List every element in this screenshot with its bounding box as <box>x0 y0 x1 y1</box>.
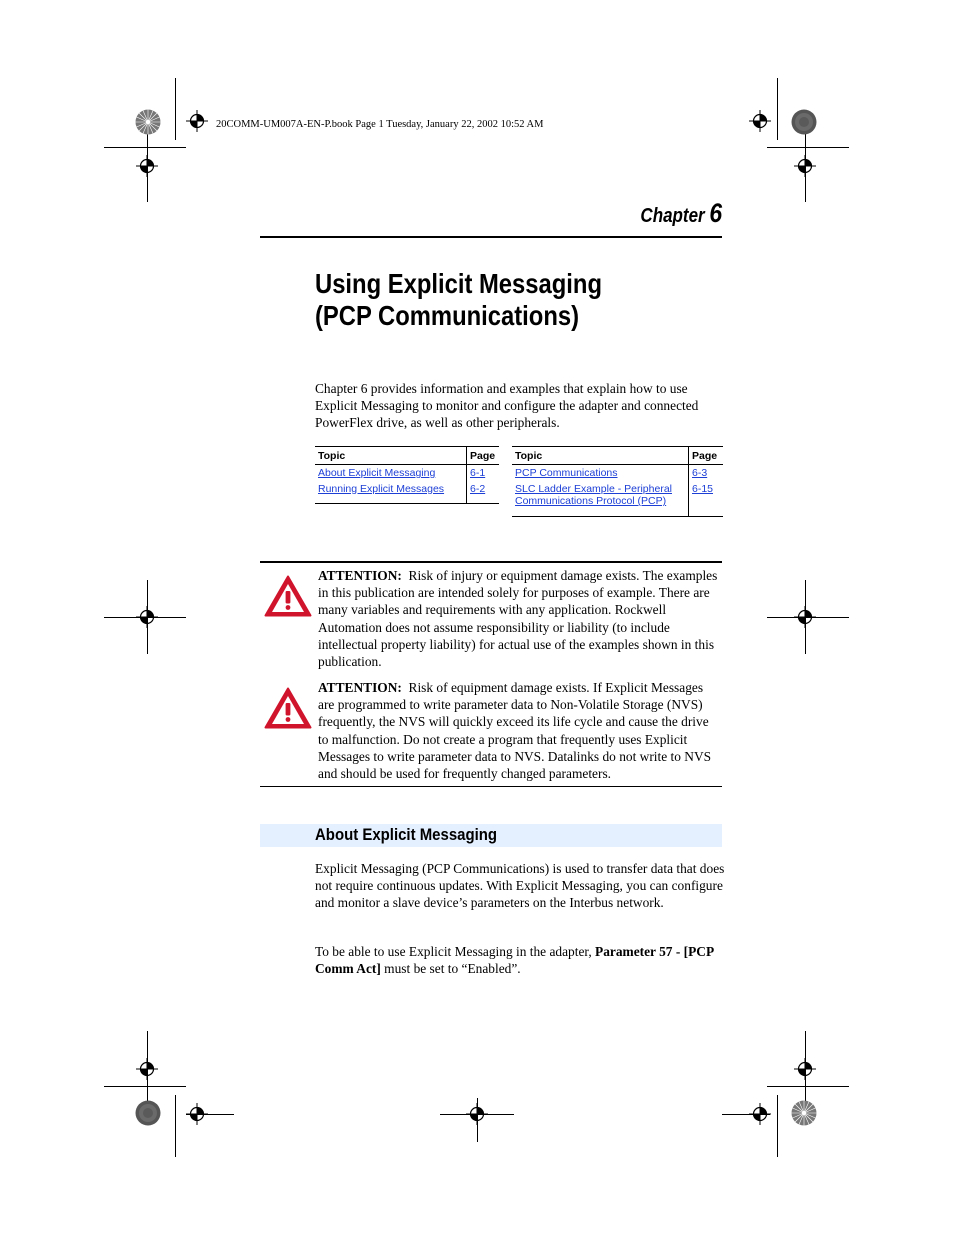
file-header-stamp: 20COMM-UM007A-EN-P.book Page 1 Tuesday, January 22, 2002 10:52 AM <box>216 119 544 130</box>
topic-link-pcp-communications[interactable]: PCP Communications <box>515 467 618 479</box>
intro-paragraph: Chapter 6 provides information and examples that explain how to use Explicit Messaging to monitor and configure the adapter and connected PowerFlex drive, as well as other peripherals. <box>315 381 699 431</box>
page-header: Page <box>467 447 500 465</box>
page-link-6-1[interactable]: 6-1 <box>470 467 486 479</box>
table-row <box>315 481 499 504</box>
topic-link-running-explicit-messages[interactable]: Running Explicit Messages <box>318 482 445 495</box>
topic-link-line1: SLC Ladder Example - Peripheral <box>515 482 672 495</box>
page-title-line2: (PCP Communications) <box>315 300 580 331</box>
attention-rule-top <box>260 561 722 563</box>
registration-mark-icon <box>466 1103 488 1125</box>
chapter-rule <box>260 236 722 238</box>
attention-1 <box>318 567 722 670</box>
chapter-word: Chapter <box>640 205 705 227</box>
registration-mark-icon <box>794 155 816 177</box>
registration-mark-icon <box>136 155 158 177</box>
topic-link-slc-ladder-example[interactable] <box>515 483 672 508</box>
registration-mark-icon <box>794 606 816 628</box>
topic-link-line2: Communications Protocol (PCP) <box>515 495 667 507</box>
rosette-icon <box>135 109 161 135</box>
topic-header: Topic <box>512 447 689 465</box>
chapter-number: 6 <box>709 198 722 228</box>
page-title-line1: Using Explicit Messaging <box>315 268 602 299</box>
registration-mark-icon <box>794 1058 816 1080</box>
chapter-label <box>640 198 722 229</box>
section-paragraph-2 <box>315 943 725 977</box>
topics-table-right <box>512 446 723 517</box>
page-link-6-2[interactable]: 6-2 <box>470 482 486 495</box>
topic-header: Topic <box>315 447 467 465</box>
table-row <box>512 481 723 517</box>
parameter-reference: Parameter 57 - [PCP Comm Act] <box>315 944 714 977</box>
section-paragraph-1: Explicit Messaging (PCP Communications) is used to transfer data that does not require continuous updates. With Explicit Messaging, you can configure and monitor a slave device’s parameters on the Interbus network. <box>315 861 725 911</box>
para2-post: must be set to “Enabled”. <box>380 961 521 977</box>
topic-link-about-explicit-messaging[interactable]: About Explicit Messaging <box>318 467 436 479</box>
attention-label: ATTENTION: <box>318 568 402 583</box>
registration-mark-icon <box>749 110 771 132</box>
registration-mark-icon <box>136 606 158 628</box>
table-row <box>315 465 499 481</box>
page-header: Page <box>689 447 724 465</box>
attention-label: ATTENTION: <box>318 680 402 695</box>
page-link-6-3[interactable]: 6-3 <box>692 467 708 479</box>
registration-mark-icon <box>186 1103 208 1125</box>
attention-text: Risk of injury or equipment damage exists. The examples in this publication are intended solely for purposes of example. There are many variables and requirements with any application. Rockwell Automation does not assume responsibility or liability (to include intellectual property liability) for actual use of the examples shown in this publication. <box>318 568 718 670</box>
registration-mark-icon <box>186 110 208 132</box>
page-title <box>315 268 602 332</box>
section-heading: About Explicit Messaging <box>315 825 498 844</box>
rosette-icon <box>135 1100 161 1126</box>
rosette-icon <box>791 1100 817 1126</box>
table-row <box>512 465 723 481</box>
warning-triangle-icon <box>264 687 312 729</box>
rosette-icon <box>791 109 817 135</box>
para2-pre: To be able to use Explicit Messaging in the adapter, <box>315 944 596 959</box>
attention-rule-bottom <box>260 786 722 787</box>
page-link-6-15[interactable]: 6-15 <box>692 482 714 495</box>
topics-table-left <box>315 446 499 504</box>
registration-mark-icon <box>136 1058 158 1080</box>
warning-triangle-icon <box>264 575 312 617</box>
attention-text: Risk of equipment damage exists. If Explicit Messages are programmed to write parameter data to Non-Volatile Storage (NVS) frequently, the NVS will quickly exceed its life cycle and cause the drive to malfunction. Do not create a program that frequently uses Explicit Messages to write parameter data to NVS. Datalinks do not write to NVS and should be used for frequently changed parameters. <box>318 680 712 782</box>
attention-2 <box>318 679 722 782</box>
registration-mark-icon <box>749 1103 771 1125</box>
